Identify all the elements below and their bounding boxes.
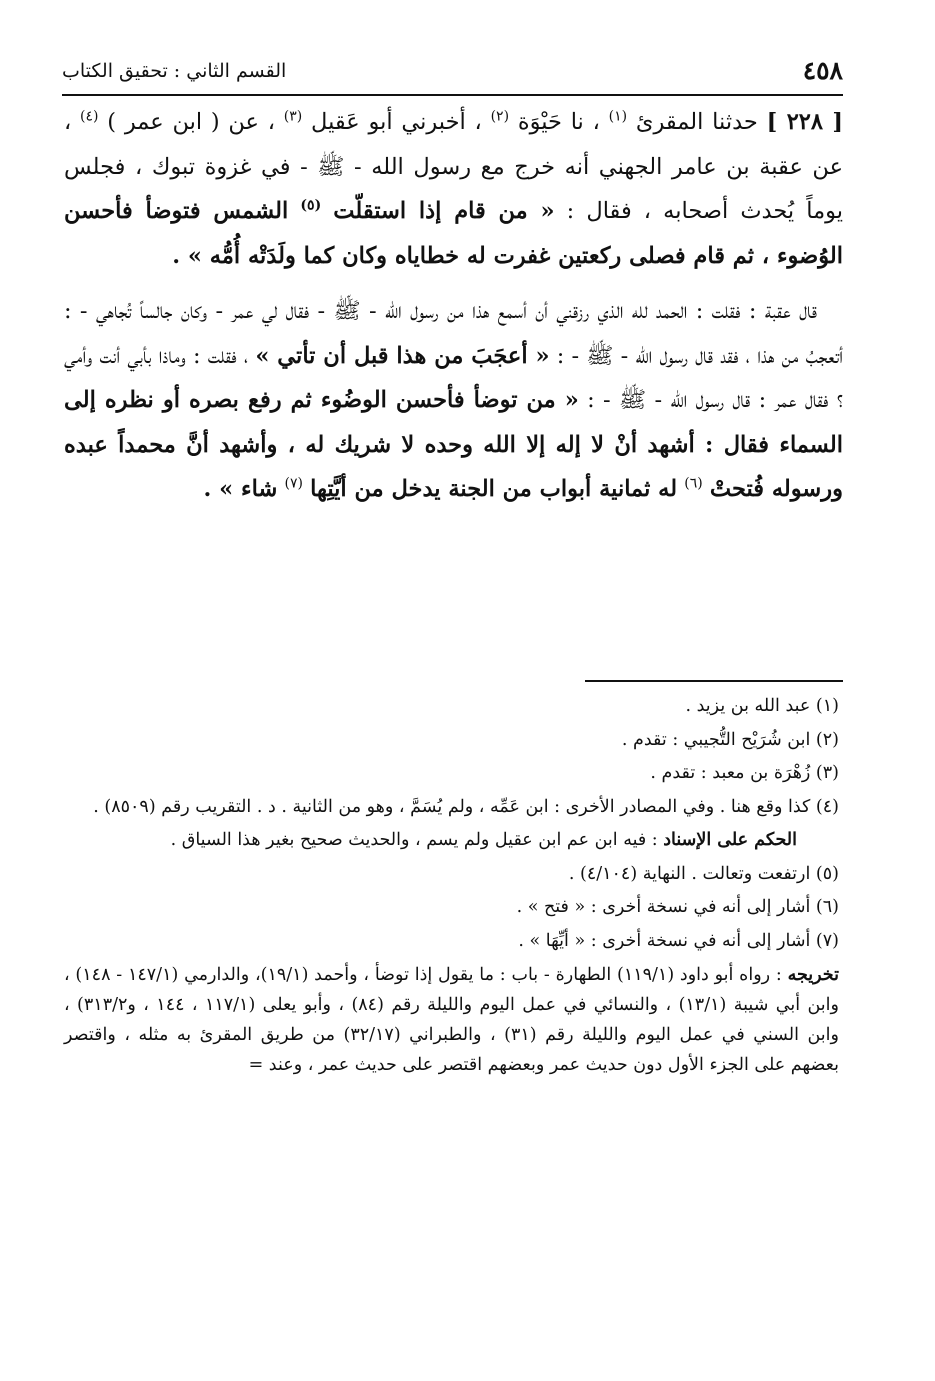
footnote: (٣) زُهْرَة بن معبد : تقدم . — [650, 763, 839, 783]
footnote: (١) عبد الله بن يزيد . — [685, 696, 839, 716]
footnote-ref: (١) — [608, 108, 628, 125]
footnote-ref: (٦) — [684, 475, 703, 492]
running-title: القسم الثاني : تحقيق الكتاب — [62, 60, 287, 82]
text-segment: ، عن عقبة بن عامر الجهني أنه خرج مع رسول الله - ﷺ - في غزوة تبوك ، فجلس يوماً يُحدث أصحابه ، فقال : — [64, 109, 844, 224]
footnote-ref: (٣) — [283, 108, 303, 125]
text-segment: ، فقلت : وماذا بأبي أنت وأمي ؟ فقال عمر : قال رسول الله - ﷺ - : — [64, 342, 843, 413]
isnad-ruling-text: : فيه ابن عم ابن عقيل ولم يسم ، والحديث صحيح بغير هذا السياق . — [170, 830, 658, 850]
footnotes — [64, 690, 839, 1080]
hadith-quote: الشمس فتوضأ فأحسن الوُضوء ، ثم قام فصلى ركعتين غفرت له خطاياه وكان كما ولَدَتْه أُمُّه » . — [64, 198, 843, 269]
text-segment: ، نا حَيْوَة — [517, 109, 600, 135]
footnote-ref: (٥) — [300, 197, 322, 214]
main-text — [64, 100, 843, 512]
footnote: (٦) أشار إلى أنه في نسخة أخرى : « فتح » . — [516, 897, 839, 917]
page-header — [62, 52, 843, 96]
hadith-quote: « من توضأ فأحسن الوضُوء ثم رفع بصره أو نظره إلى السماء فقال : أشهد أنْ لا إله إلا الله وحده لا شريك له ، وأشهد أنَّ محمداً عبده ورسوله فُتحتْ — [64, 387, 843, 502]
page-number: ٤٥٨ — [802, 56, 843, 85]
footnote-ref: (٤) — [80, 108, 99, 125]
footnote-divider — [585, 680, 843, 682]
hadith-number: [ ٢٢٨ ] — [766, 109, 844, 135]
hadith-quote: « من قام إذا استقلّت — [333, 198, 555, 224]
hadith-paragraph — [64, 289, 843, 512]
isnad-ruling-label: الحكم على الإسناد — [663, 830, 797, 850]
footnote: (٤) كذا وقع هنا . وفي المصادر الأخرى : ابن عَمِّه ، ولم يُسَمَّ ، وهو من الثانية . د . التقريب رقم (٨٥٠٩) . — [93, 796, 839, 817]
footnote: (٥) ارتفعت وتعالت . النهاية (٤/١٠٤) . — [568, 863, 839, 884]
isnad-ruling — [64, 824, 839, 858]
hadith-quote: « أعجَبَ من هذا قبل أن تأتي » — [255, 342, 550, 369]
footnote-ref: (٧) — [284, 475, 303, 492]
text-segment: ، أخبرني أبو عَقيل — [311, 109, 482, 135]
hadith-paragraph — [64, 100, 843, 278]
hadith-quote: شاء » . — [203, 476, 278, 502]
text-segment: حدثنا المقرئ — [635, 109, 758, 135]
footnote: (٧) أشار إلى أنه في نسخة أخرى : « أيِّهَا » . — [518, 930, 839, 951]
text-segment: قال عقبة : فقلت : الحمد لله الذي رزقني أن أسمع هذا من رسول الله - ﷺ - فقال لي عمر - وكان جالساً تُجاهي - : أتعجبُ من هذا ، فقد قال رسول الله - ﷺ - : — [64, 298, 844, 369]
footnote: (٢) ابن شُرَيْح التُّجيبي : تقدم . — [621, 729, 839, 750]
text-segment: ، عن ( ابن عمر ) — [107, 109, 276, 135]
takhrij-label: تخريجه — [787, 965, 839, 985]
takhrij-text: : رواه أبو داود (١١٩/١) الطهارة - باب : ما يقول إذا توضأ ، وأحمد (١٩/١)، والدارمي (١٤٧/١ - ١٤٨) ، وابن أبي شيبة (١٣/١) ، والنسائي في عمل اليوم والليلة رقم (٨٤) ، وأبو يعلى (١١٧/١ ، ١٤٤ ، و٣١٣/٢) ، وابن السني في عمل اليوم والليلة رقم (٣١) ، والطبراني (٣٢/١٧) من طريق المقرئ به مثله ، واقتصر بعضهم على الجزء الأول دون حديث عمر وبعضهم اقتصر على حديث عمر ، وعند = — [64, 965, 839, 1075]
takhrij-note — [64, 960, 839, 1080]
hadith-quote: له ثمانية أبواب من الجنة يدخل من أيَّتِها — [310, 476, 678, 502]
footnote-ref: (٢) — [490, 108, 510, 125]
